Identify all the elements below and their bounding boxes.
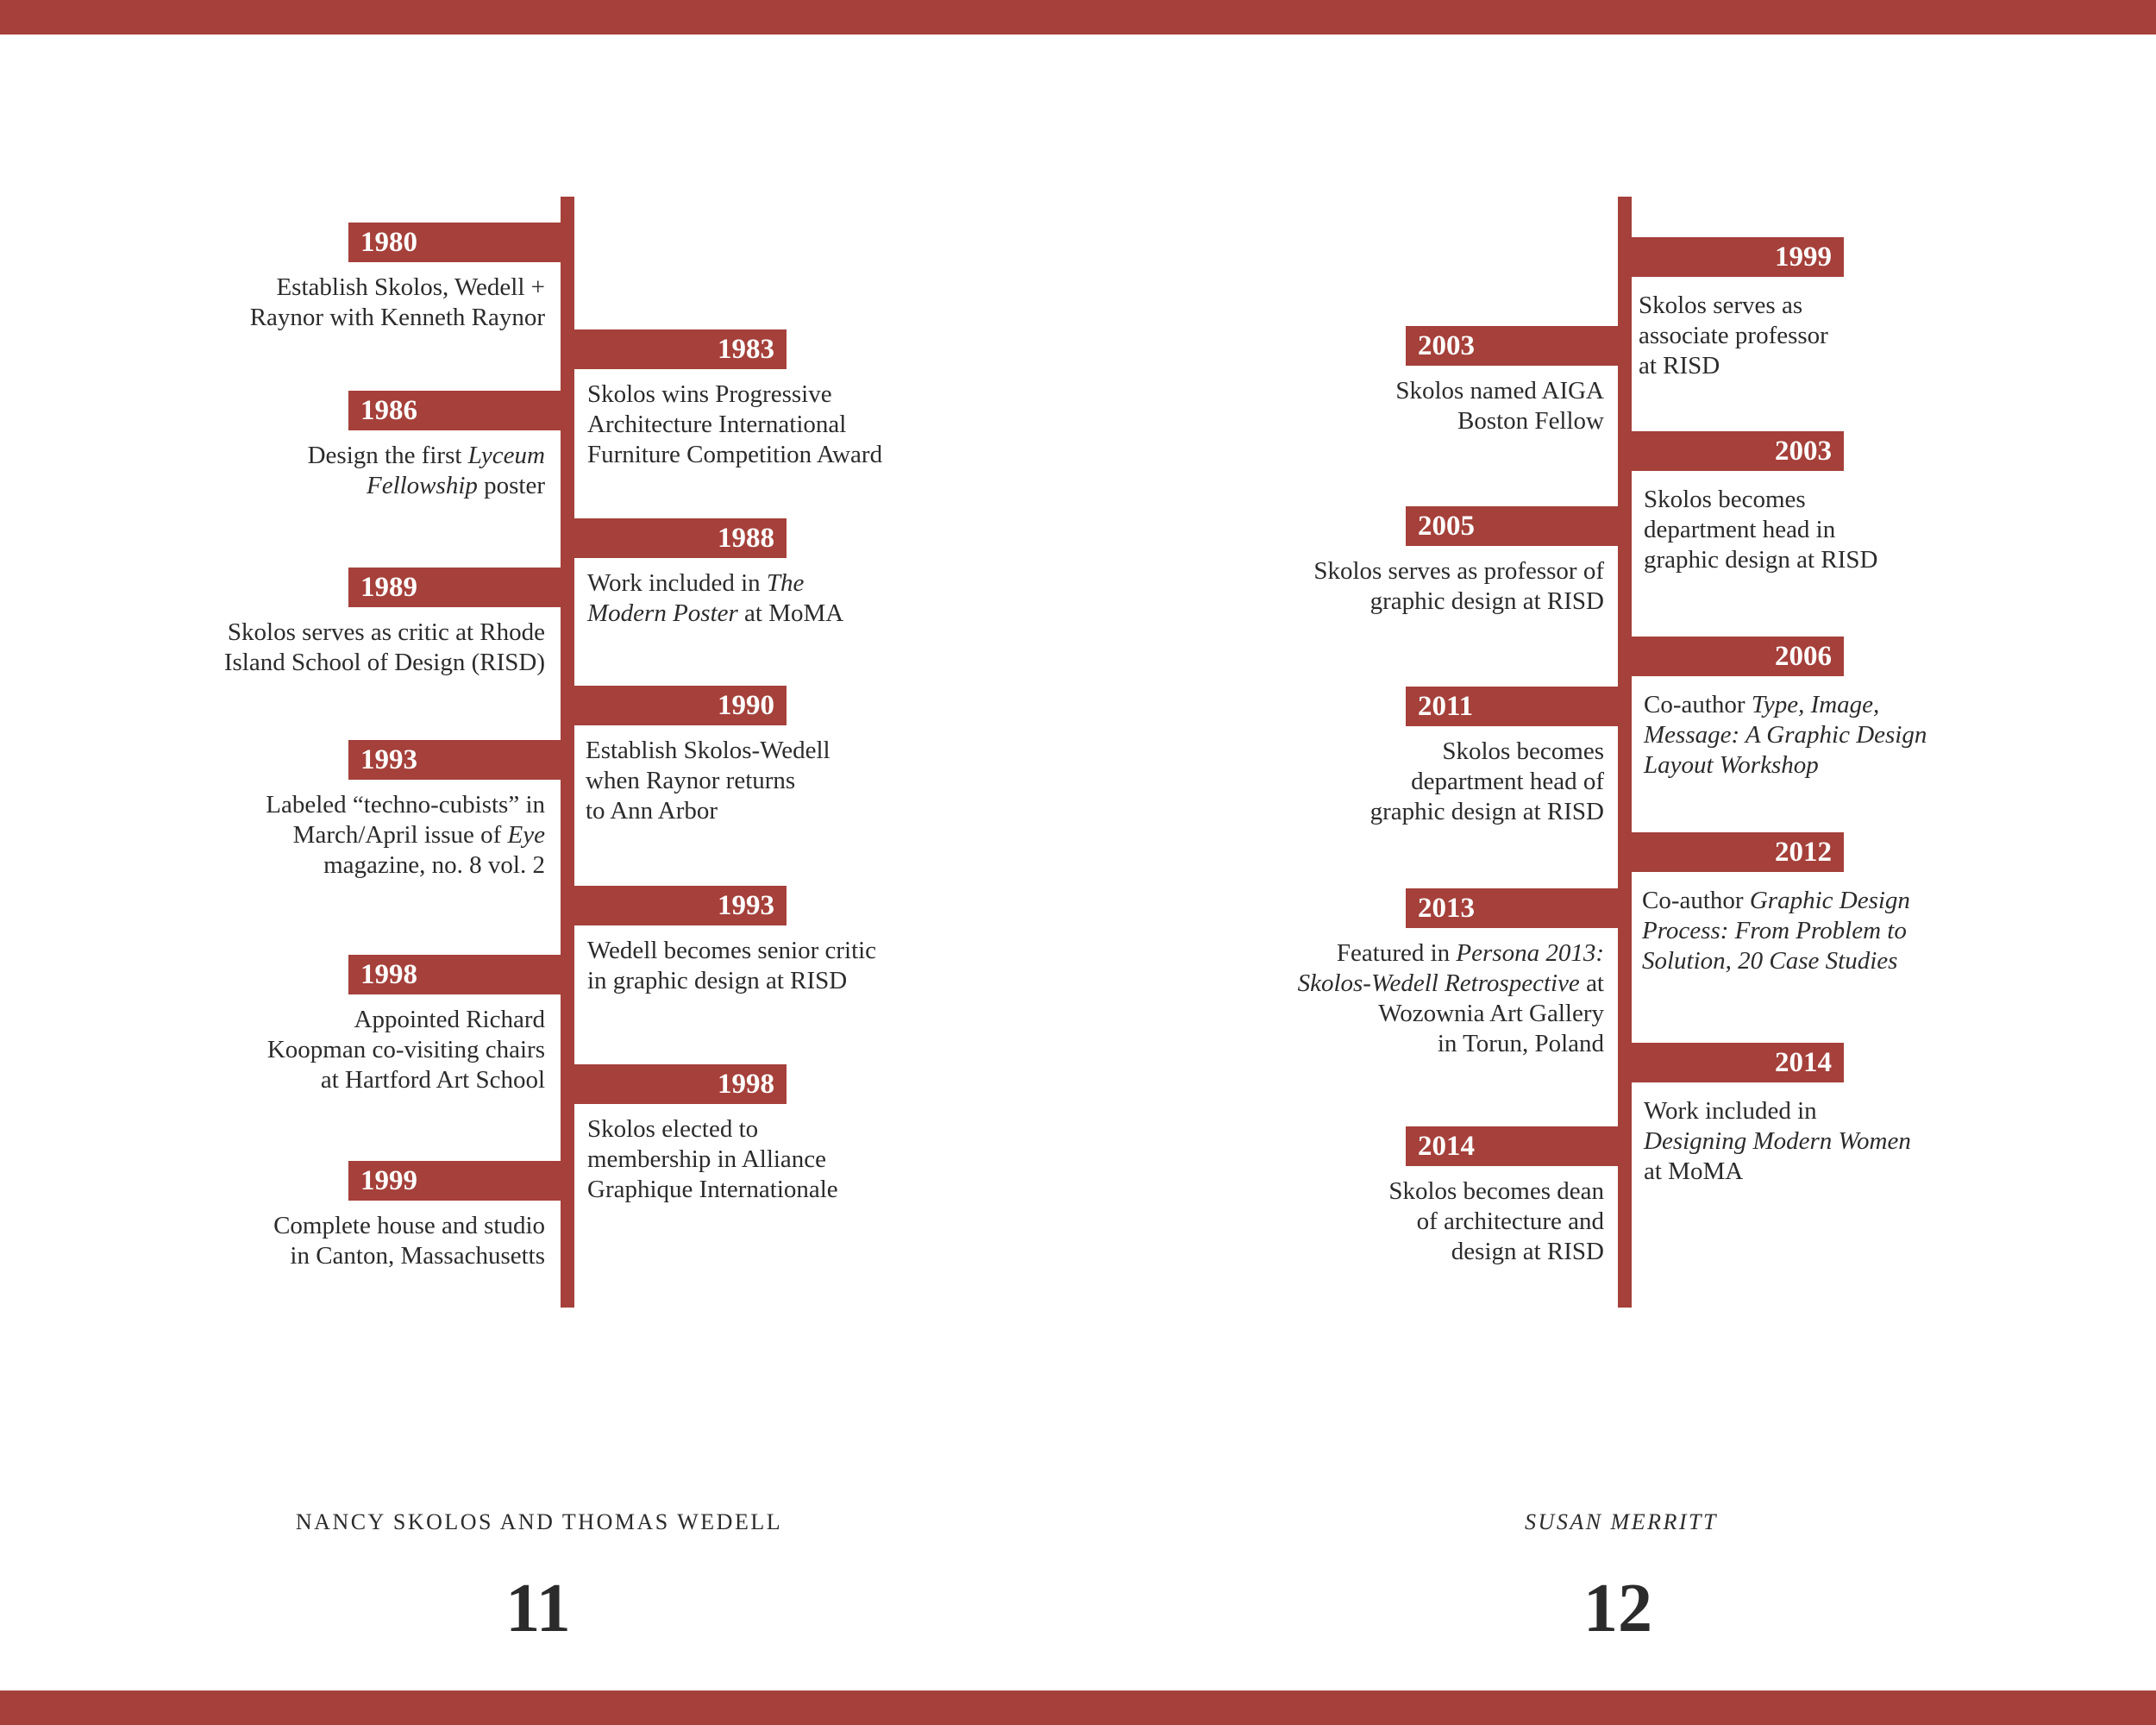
- year-tab: 2003: [1406, 326, 1618, 366]
- entry-line: Skolos serves as: [1639, 292, 1803, 319]
- entry-line: Skolos elected to: [587, 1115, 759, 1143]
- timeline-spine-right-page: [1618, 197, 1632, 1308]
- year-tab: 2014: [1406, 1126, 1618, 1166]
- entry-text: [114, 273, 545, 333]
- entry-line: at: [1579, 969, 1604, 997]
- entry-line: poster: [477, 472, 545, 499]
- entry-line: Island School of Design (RISD): [223, 649, 545, 676]
- running-footer-author: NANCY SKOLOS AND THOMAS WEDELL: [295, 1509, 783, 1534]
- entry-line: in graphic design at RISD: [587, 967, 848, 994]
- entry-line: at RISD: [1639, 352, 1720, 380]
- entry-line: Wedell becomes senior critic: [587, 937, 877, 964]
- entry-line: Raynor with Kenneth Raynor: [249, 304, 545, 331]
- entry-line: Establish Skolos-Wedell: [586, 737, 830, 764]
- entry-line: Wozownia Art Gallery: [1378, 1000, 1604, 1027]
- entry-line: Labeled “techno-cubists” in: [266, 791, 545, 819]
- entry-line: March/April issue of: [292, 821, 508, 849]
- entry-line: graphic design at RISD: [1369, 798, 1604, 825]
- year-tab: 2011: [1406, 687, 1618, 726]
- page-number: 11: [505, 1571, 571, 1647]
- entry-line: Skolos serves as professor of: [1313, 557, 1604, 585]
- year-tab: 2012: [1632, 832, 1844, 872]
- entry-italic: Designing Modern Women: [1644, 1127, 1911, 1155]
- year-tab: 1999: [348, 1161, 561, 1201]
- year-tab: 2006: [1632, 637, 1844, 676]
- entry-text: [114, 1211, 545, 1271]
- entry-line: associate professor: [1639, 322, 1828, 349]
- entry-line: of architecture and: [1416, 1208, 1604, 1235]
- entry-text: [1644, 690, 2075, 781]
- entry-italic: Message: A Graphic Design: [1644, 721, 1927, 749]
- entry-line: Skolos wins Progressive: [587, 380, 832, 408]
- entry-italic: Graphic Design: [1749, 887, 1910, 914]
- entry-line: at Hartford Art School: [320, 1066, 545, 1094]
- entry-line: Establish Skolos, Wedell +: [276, 273, 545, 301]
- entry-line: Design the first: [307, 442, 468, 469]
- entry-line: membership in Alliance: [587, 1145, 827, 1173]
- entry-text: [1121, 556, 1604, 617]
- year-tab: 1988: [574, 518, 787, 558]
- entry-line: magazine, no. 8 vol. 2: [323, 851, 545, 879]
- year-tab: 2005: [1406, 506, 1618, 546]
- entry-line: Featured in: [1336, 939, 1457, 967]
- entry-text: [587, 1114, 1018, 1205]
- entry-line: Furniture Competition Award: [587, 441, 883, 468]
- entry-line: to Ann Arbor: [586, 797, 718, 825]
- entry-line: department head in: [1644, 516, 1836, 543]
- entry-text: [114, 1005, 545, 1095]
- entry-line: Skolos serves as critic at Rhode: [227, 618, 545, 646]
- entry-text: [62, 618, 545, 678]
- entry-text: [1173, 938, 1604, 1059]
- entry-line: Skolos becomes dean: [1388, 1177, 1604, 1205]
- year-tab: 1998: [574, 1064, 787, 1104]
- entry-line: design at RISD: [1451, 1238, 1604, 1265]
- entry-italic: Eye: [507, 821, 545, 849]
- year-tab: 1998: [348, 955, 561, 994]
- year-tab: 2013: [1406, 888, 1618, 928]
- entry-text: [1173, 737, 1604, 827]
- entry-italic: Modern Poster: [587, 599, 738, 627]
- entry-text: [1644, 1096, 2075, 1187]
- entry-italic: Process: From Problem to: [1642, 917, 1907, 944]
- entry-line: Work included in: [587, 569, 767, 597]
- top-accent-band: [0, 0, 2156, 34]
- entry-italic: The: [766, 569, 805, 597]
- entry-line: Work included in: [1644, 1097, 1817, 1125]
- entry-text: [587, 380, 1070, 470]
- entry-text: [1173, 1176, 1604, 1267]
- entry-line: department head of: [1411, 768, 1604, 795]
- entry-line: Skolos becomes: [1644, 486, 1806, 513]
- entry-line: in Torun, Poland: [1437, 1030, 1604, 1057]
- entry-line: when Raynor returns: [586, 767, 796, 794]
- entry-text: [1639, 291, 2070, 381]
- entry-italic: Fellowship: [366, 472, 478, 499]
- year-tab: 1990: [574, 686, 787, 725]
- entry-line: graphic design at RISD: [1369, 587, 1604, 615]
- year-tab: 2003: [1632, 431, 1844, 471]
- entry-line: Boston Fellow: [1457, 407, 1604, 435]
- running-footer-author: SUSAN MERRITT: [1525, 1509, 1718, 1534]
- entry-line: Complete house and studio: [273, 1212, 545, 1239]
- entry-text: [1644, 485, 2075, 575]
- entry-text: [1642, 886, 2073, 976]
- entry-italic: Skolos-Wedell Retrospective: [1297, 969, 1580, 997]
- entry-text: [587, 936, 1018, 996]
- year-tab: 1993: [574, 886, 787, 925]
- entry-line: Co-author: [1644, 691, 1752, 718]
- entry-line: at MoMA: [737, 599, 844, 627]
- entry-text: [586, 736, 1017, 826]
- year-tab: 1989: [348, 568, 561, 607]
- page-number: 12: [1583, 1571, 1652, 1647]
- entry-line: Skolos becomes: [1442, 737, 1604, 765]
- entry-italic: Type, Image,: [1751, 691, 1880, 718]
- year-tab: 2014: [1632, 1043, 1844, 1082]
- entry-line: Co-author: [1642, 887, 1750, 914]
- entry-text: [1173, 376, 1604, 436]
- entry-line: Architecture International: [587, 411, 847, 438]
- entry-text: [587, 568, 1018, 629]
- entry-line: graphic design at RISD: [1644, 546, 1878, 574]
- entry-line: Appointed Richard: [354, 1006, 545, 1033]
- entry-italic: Solution, 20 Case Studies: [1642, 947, 1898, 975]
- bottom-accent-band: [0, 1690, 2156, 1725]
- entry-line: at MoMA: [1644, 1157, 1744, 1185]
- entry-line: in Canton, Massachusetts: [290, 1242, 545, 1270]
- entry-italic: Lyceum: [467, 442, 545, 469]
- entry-italic: Layout Workshop: [1644, 751, 1819, 779]
- entry-text: [114, 441, 545, 501]
- timeline-spine-left-page: [561, 197, 574, 1308]
- year-tab: 1983: [574, 329, 787, 369]
- entry-line: Skolos named AIGA: [1395, 377, 1604, 405]
- entry-line: Koopman co-visiting chairs: [266, 1036, 545, 1063]
- entry-line: Graphique Internationale: [587, 1176, 838, 1203]
- year-tab: 1999: [1632, 237, 1844, 277]
- year-tab: 1993: [348, 740, 561, 780]
- entry-text: [114, 790, 545, 881]
- entry-italic: Persona 2013:: [1456, 939, 1604, 967]
- year-tab: 1986: [348, 391, 561, 430]
- year-tab: 1980: [348, 223, 561, 262]
